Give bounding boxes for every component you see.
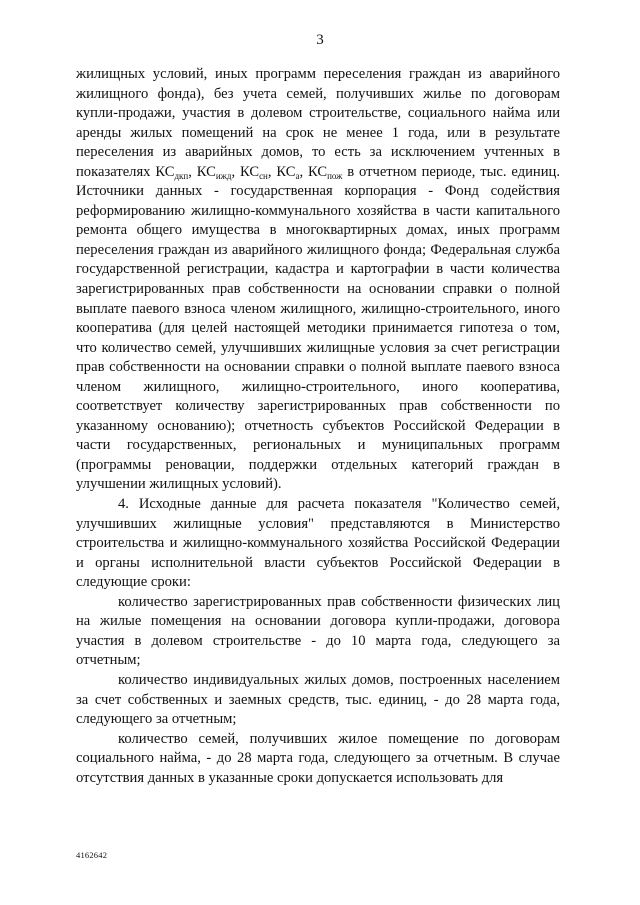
indicator-ks-pozh: $КС_{пож}$ [307, 163, 343, 181]
indicator-ks-sn: $КС_{сн}$ [239, 163, 268, 181]
paragraph-sources-text-b: в отчетном периоде, тыс. единиц. Источники данных - государственная корпорация - Фонд содействия реформированию жилищно-коммунального хозяйства в части капитального ремонта общего имущества в многоквартирных домах, иных программ переселения граждан из аварийного жилищного фонда; Федеральная служба государственной регистрации, кадастра и картографии в части количества зарегистрированных прав собственности на основании справки о полной выплате паевого взноса членом жилищного, жилищно-строительного, иного кооператива (для целей настоящей методики принимается гипотеза о том, что количество семей, улучшивших жилищные условия за счет регистрации прав собственности на основании справки о полной выплате паевого взноса членом жилищного, жилищно-строительного, иного кооператива, соответствует количеству зарегистрированных прав собственности по указанному основанию); отчетность субъектов Российской Федерации в части государственных, региональных и муниципальных программ (программы реновации, поддержки отдельных категорий граждан в улучшении жилищных условий). [76, 163, 561, 493]
page-number: 3 [316, 32, 324, 48]
indicator-ks-a: $КС_а$ [276, 163, 300, 181]
paragraph-sources-text-a: жилищных условий, иных программ переселения граждан из аварийного жилищного фонда), без учета семей, получивших жилье по договорам купли-продажи, участия в долевом строительстве, социального найма или аренды жилых помещений на срок не менее 1 года, или в результате переселения из аварийных домов, то есть за исключением учтенных в показателях [76, 66, 560, 180]
indicator-ks-dkp: $КС_{дкп}$ [155, 163, 189, 181]
paragraph-sources: жилищных условий, иных программ переселения граждан из аварийного жилищного фонда), без учета семей, получивших жилье по договорам купли-продажи, участия в долевом строительстве, социального найма или аренды жилых помещений на срок не менее 1 года, или в результате переселения из аварийных домов, то есть за исключением учтенных в показателях $КС_{дкп}$, $КС_{ижд}$, $КС_{сн}$, $КС_а$, $КС_{пож}$ в отчетном периоде, тыс. единиц. Источники данных - государственная корпорация - Фонд содействия реформированию жилищно-коммунального хозяйства в части капитального ремонта общего имущества в многоквартирных домах, иных программ переселения граждан из аварийного жилищного фонда; Федеральная служба государственной регистрации, кадастра и картографии в части количества зарегистрированных прав собственности на основании справки о полной выплате паевого взноса членом жилищного, жилищно-строительного, иного кооператива (для целей настоящей методики принимается гипотеза о том, что количество семей, улучшивших жилищные условия за счет регистрации прав собственности на основании справки о полной выплате паевого взноса членом жилищного, жилищно-строительного, иного кооператива, соответствует количеству зарегистрированных прав собственности по указанному основанию); отчетность субъектов Российской Федерации в части государственных, региональных и муниципальных программ (программы реновации, поддержки отдельных категорий граждан в улучшении жилищных условий). [76, 66, 561, 493]
document-body [76, 65, 560, 788]
paragraph-deadline-houses: количество индивидуальных жилых домов, построенных населением за счет собственных и заемных средств, тыс. единиц, - до 28 марта года, следующего за отчетным; [76, 671, 560, 728]
document-id: 4162642 [76, 850, 108, 860]
paragraph-item-4: 4. Исходные данные для расчета показателя "Количество семей, улучшивших жилищные условия" представляются в Министерство строительства и жилищно-коммунального хозяйства Российской Федерации и органы исполнительной власти субъектов Российской Федерации в следующие сроки: [76, 496, 560, 591]
paragraph-deadline-social: количество семей, получивших жилое помещение по договорам социального найма, - до 28 марта года, следующего за отчетным. В случае отсутствия данных в указанные сроки допускается использовать для [76, 730, 560, 786]
indicator-ks-izhd: $КС_{ижд}$ [196, 163, 232, 181]
paragraph-deadline-purchase: количество зарегистрированных прав собственности физических лиц на жилые помещения на основании договора купли-продажи, договора участия в долевом строительстве - до 10 марта года, следующего за отчетным; [76, 593, 560, 669]
